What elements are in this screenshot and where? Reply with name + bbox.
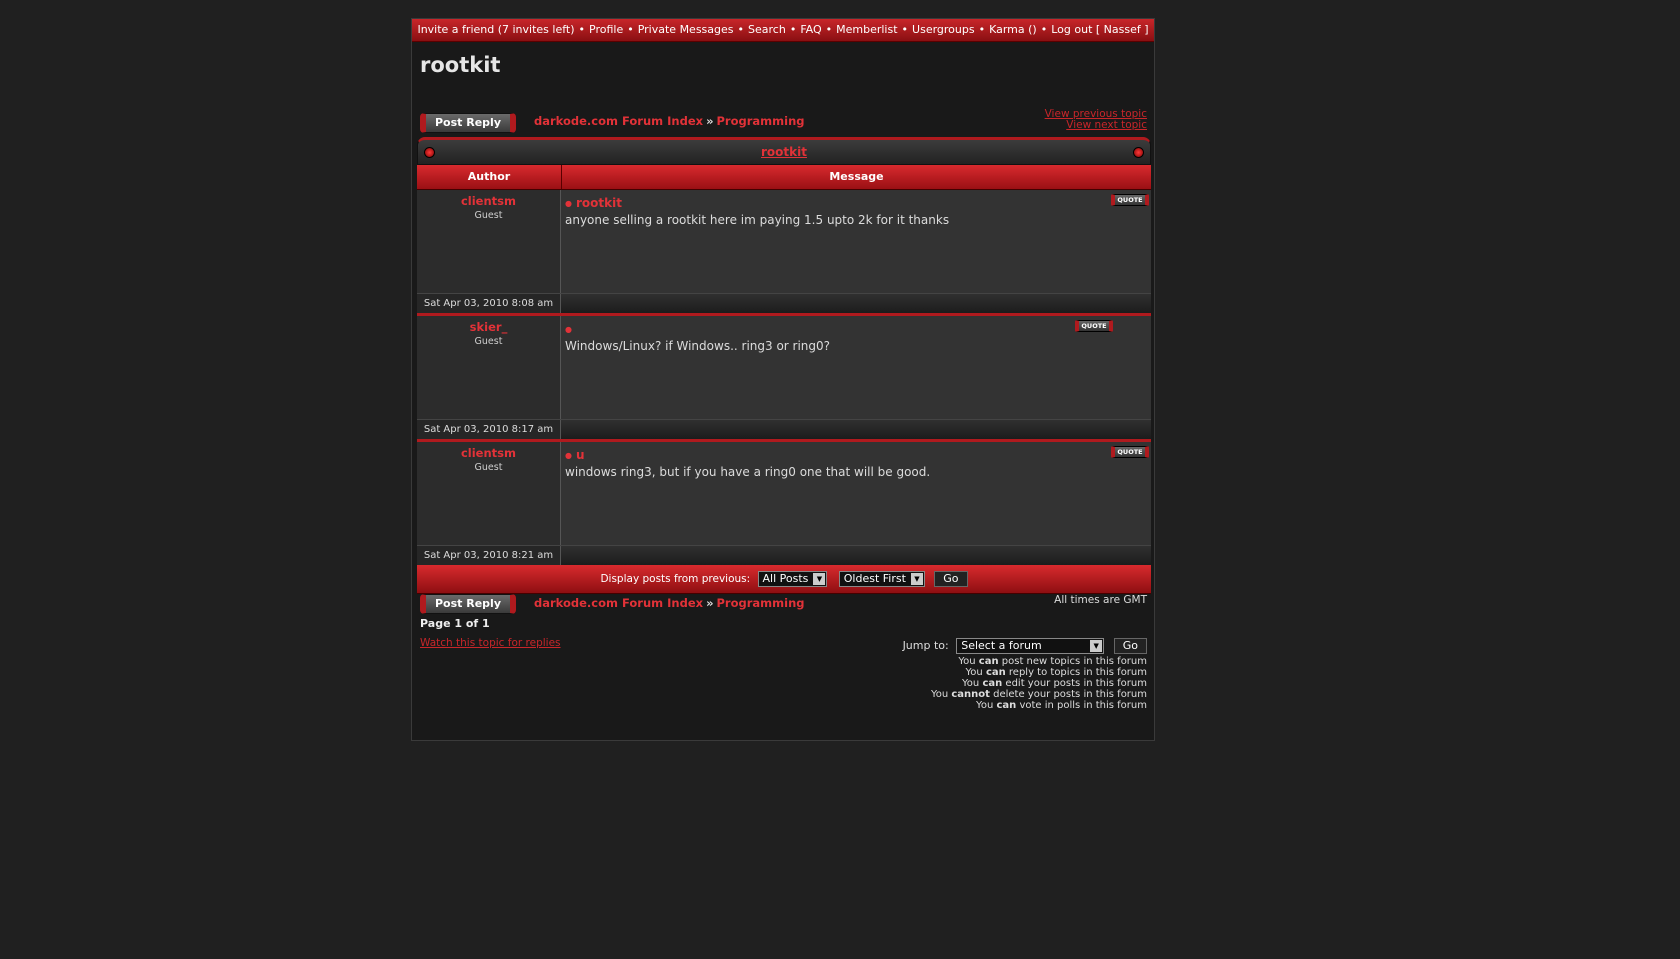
permission-status: can xyxy=(985,667,1006,678)
post-bullet-icon: ● xyxy=(565,451,572,460)
permission-status: can xyxy=(996,700,1017,711)
red-dot-icon xyxy=(424,147,435,158)
chevron-down-icon: ▼ xyxy=(1090,640,1102,652)
post xyxy=(417,316,1151,442)
permission-line xyxy=(931,656,1147,667)
jump-to-box xyxy=(903,638,1147,654)
posts-range-value: All Posts xyxy=(762,572,809,585)
permission-prefix: You xyxy=(962,678,983,689)
nav-private-messages[interactable]: Private Messages xyxy=(637,23,734,36)
permission-line xyxy=(931,700,1147,711)
view-previous-topic-link[interactable]: View previous topic xyxy=(1044,108,1147,120)
permission-prefix: You xyxy=(930,689,952,700)
post-text: windows ring3, but if you have a ring0 one that will be good. xyxy=(565,465,931,479)
post-subject xyxy=(565,196,1147,210)
post-author-cell xyxy=(417,190,561,293)
post-text: anyone selling a rootkit here im paying 1.5 upto 2k for it thanks xyxy=(565,213,950,227)
nav-search[interactable]: Search xyxy=(748,23,786,36)
permission-status: cannot xyxy=(951,689,990,700)
breadcrumb-forum-index[interactable]: darkode.com Forum Index xyxy=(534,596,704,610)
nav-separator: • xyxy=(737,23,745,36)
permission-text: post new topics in this forum xyxy=(998,656,1147,667)
permission-status: can xyxy=(982,678,1003,689)
post-reply-button-bottom[interactable]: Post Reply xyxy=(420,594,516,614)
permission-line xyxy=(931,678,1147,689)
post-footer-bar xyxy=(561,546,1151,565)
post-body xyxy=(561,442,1151,545)
post-author-name[interactable]: clientsm xyxy=(460,446,516,460)
breadcrumb-bottom xyxy=(534,596,805,610)
post-date: Sat Apr 03, 2010 8:17 am xyxy=(417,420,561,439)
jump-to-forum-value: Select a forum xyxy=(961,639,1042,652)
breadcrumb-programming[interactable]: Programming xyxy=(716,596,805,610)
nav-profile[interactable]: Profile xyxy=(589,23,624,36)
author-column-header: Author xyxy=(417,165,562,189)
post-subject-text: u xyxy=(575,448,585,462)
nav-separator: • xyxy=(978,23,986,36)
topic-table xyxy=(417,137,1151,594)
display-go-button[interactable]: Go xyxy=(934,571,967,587)
topic-navigation xyxy=(1045,109,1147,131)
message-column-header: Message xyxy=(829,170,884,183)
nav-usergroups[interactable]: Usergroups xyxy=(912,23,975,36)
permission-text: delete your posts in this forum xyxy=(989,689,1147,700)
jump-go-button[interactable]: Go xyxy=(1114,638,1147,654)
post-author-name[interactable]: skier_ xyxy=(469,320,508,334)
post-footer-bar xyxy=(561,420,1151,439)
nav-karma[interactable]: Karma () xyxy=(989,23,1037,36)
permission-text: vote in polls in this forum xyxy=(1016,700,1147,711)
permission-text: reply to topics in this forum xyxy=(1005,667,1147,678)
view-next-topic-link[interactable]: View next topic xyxy=(1066,119,1147,131)
quote-button[interactable]: QUOTE xyxy=(1111,446,1149,458)
chevron-down-icon: ▼ xyxy=(911,573,923,585)
posts-range-select[interactable] xyxy=(758,571,828,587)
post-reply-button[interactable]: Post Reply xyxy=(420,113,516,133)
nav-separator: • xyxy=(578,23,586,36)
post-body xyxy=(561,316,1151,419)
nav-separator: • xyxy=(789,23,797,36)
post-subject-text: rootkit xyxy=(575,196,622,210)
forum-page xyxy=(411,18,1155,741)
post-subject xyxy=(565,322,1147,336)
post-subject xyxy=(565,448,1147,462)
breadcrumb-arrow: » xyxy=(706,596,714,610)
page-indicator: Page 1 of 1 xyxy=(420,617,490,630)
post-bullet-icon: ● xyxy=(565,325,572,334)
post-footer-bar xyxy=(561,294,1151,313)
sort-order-value: Oldest First xyxy=(843,572,906,585)
nav-separator: • xyxy=(627,23,634,36)
permission-prefix: You xyxy=(958,656,979,667)
breadcrumb xyxy=(534,114,805,128)
nav-separator: • xyxy=(1040,23,1048,36)
post-text: Windows/Linux? if Windows.. ring3 or ring0? xyxy=(565,339,831,353)
permission-line xyxy=(931,667,1147,678)
post-author-rank: Guest xyxy=(474,210,503,221)
timezone-note: All times are GMT xyxy=(1054,594,1147,606)
chevron-down-icon: ▼ xyxy=(813,573,825,585)
post-author-rank: Guest xyxy=(474,336,503,347)
post-date: Sat Apr 03, 2010 8:21 am xyxy=(417,546,561,565)
top-navigation xyxy=(412,19,1154,42)
jump-to-label: Jump to: xyxy=(902,639,949,652)
quote-button[interactable]: QUOTE xyxy=(1075,320,1113,332)
post-author-cell xyxy=(417,316,561,419)
permission-text: edit your posts in this forum xyxy=(1002,678,1147,689)
breadcrumb-arrow: » xyxy=(706,114,714,128)
watch-topic-link[interactable]: Watch this topic for replies xyxy=(420,637,561,649)
permission-prefix: You xyxy=(965,667,986,678)
topic-title-link[interactable]: rootkit xyxy=(761,145,807,159)
nav-faq[interactable]: FAQ xyxy=(800,23,822,36)
nav-separator: • xyxy=(825,23,833,36)
nav-separator: • xyxy=(901,23,909,36)
permission-status: can xyxy=(978,656,999,667)
post-body xyxy=(561,190,1151,293)
post-author-cell xyxy=(417,442,561,545)
nav-logout[interactable]: Log out [ Nassef ] xyxy=(1051,23,1149,36)
red-dot-icon xyxy=(1133,147,1144,158)
nav-memberlist[interactable]: Memberlist xyxy=(836,23,898,36)
permission-line xyxy=(931,689,1147,700)
post-author-rank: Guest xyxy=(474,462,503,473)
sort-order-select[interactable] xyxy=(839,571,925,587)
breadcrumb-programming[interactable]: Programming xyxy=(716,114,805,128)
display-posts-label: Display posts from previous: xyxy=(600,573,751,585)
quote-button[interactable]: QUOTE xyxy=(1111,194,1149,206)
jump-to-forum-select[interactable] xyxy=(956,638,1104,654)
post-author-name[interactable]: clientsm xyxy=(460,194,516,208)
nav-invite[interactable]: Invite a friend (7 invites left) xyxy=(417,23,575,36)
post xyxy=(417,442,1151,565)
permission-prefix: You xyxy=(976,700,997,711)
post-date: Sat Apr 03, 2010 8:08 am xyxy=(417,294,561,313)
permissions-list xyxy=(931,656,1147,711)
page-title: rootkit xyxy=(420,53,501,77)
display-posts-bar xyxy=(417,565,1151,594)
column-headers xyxy=(417,165,1151,190)
topic-header xyxy=(417,137,1151,165)
post xyxy=(417,190,1151,316)
breadcrumb-forum-index[interactable]: darkode.com Forum Index xyxy=(534,114,704,128)
post-bullet-icon: ● xyxy=(565,199,572,208)
